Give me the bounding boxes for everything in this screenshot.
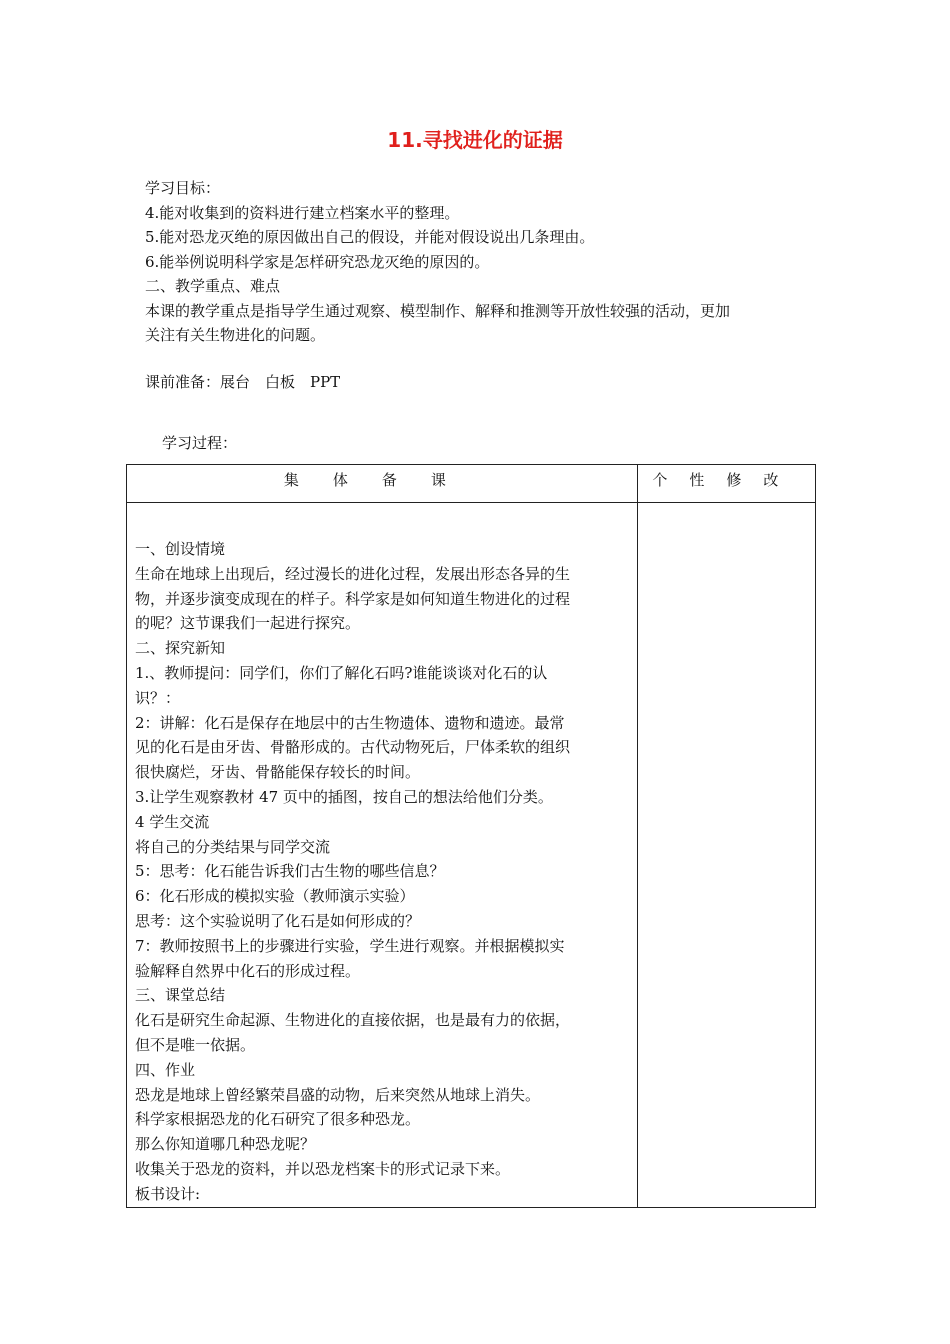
lesson-line: 识？：	[135, 688, 181, 707]
lesson-table	[126, 464, 816, 1208]
lesson-line: 生命在地球上出现后，经过漫长的进化过程，发展出形态各异的生	[135, 564, 571, 583]
lesson-line: 3.让学生观察教材 47 页中的插图，按自己的想法给他们分类。	[135, 787, 553, 806]
lesson-line: 三、课堂总结	[135, 986, 226, 1005]
lesson-line: 板书设计:	[135, 1184, 201, 1203]
lesson-line: 将自己的分类结果与同学交流	[135, 837, 331, 856]
lesson-line: 6：化石形成的模拟实验（教师演示实验）	[135, 887, 415, 906]
lesson-line: 恐龙是地球上曾经繁荣昌盛的动物，后来突然从地球上消失。	[135, 1085, 541, 1104]
lesson-line: 物，并逐步演变成现在的样子。科学家是如何知道生物进化的过程	[135, 589, 571, 608]
personal-edit-content	[637, 503, 815, 1208]
intro-line: 学习目标：	[145, 179, 221, 197]
process-label: 学习过程：	[162, 434, 238, 452]
header-collective-prep: 集体备课	[127, 465, 638, 503]
lesson-line: 科学家根据恐龙的化石研究了很多种恐龙。	[135, 1110, 421, 1129]
lesson-line: 1.、教师提问：同学们，你们了解化石吗?谁能谈谈对化石的认	[135, 663, 548, 682]
lesson-line: 那么你知道哪几种恐龙呢？	[135, 1135, 316, 1154]
table-header-row	[127, 465, 816, 503]
collective-prep-content	[127, 503, 638, 1208]
lesson-line: 一、创设情境	[135, 540, 226, 558]
lesson-line: 收集关于恐龙的资料，并以恐龙档案卡的形式记录下来。	[135, 1159, 511, 1178]
header-personal-edit: 个性修改	[637, 465, 815, 503]
prep-line: 课前准备：展台 白板 PPT	[145, 372, 341, 391]
lesson-line: 见的化石是由牙齿、骨骼形成的。古代动物死后，尸体柔软的组织	[135, 738, 571, 757]
page-title: 11.寻找进化的证据	[387, 128, 563, 152]
lesson-line: 的呢？这节课我们一起进行探究。	[135, 614, 361, 633]
lesson-line: 思考：这个实验说明了化石是如何形成的？	[135, 911, 421, 930]
intro-line: 关注有关生物进化的问题。	[145, 326, 326, 344]
lesson-line: 2：讲解：化石是保存在地层中的古生物遗体、遗物和遗迹。最常	[135, 713, 565, 732]
lesson-line: 二、探究新知	[135, 639, 226, 658]
lesson-line: 但不是唯一依据。	[135, 1035, 256, 1054]
lesson-line: 化石是研究生命起源、生物进化的直接依据，也是最有力的依据，	[135, 1011, 571, 1030]
lesson-line: 很快腐烂，牙齿、骨骼能保存较长的时间。	[135, 763, 421, 782]
lesson-line: 5：思考：化石能告诉我们古生物的哪些信息？	[135, 862, 445, 881]
lesson-line: 7：教师按照书上的步骤进行实验，学生进行观察。并根据模拟实	[135, 936, 565, 955]
intro-line: 二、教学重点、难点	[145, 277, 281, 295]
lesson-line: 验解释自然界中化石的形成过程。	[135, 961, 361, 980]
intro-line: 本课的教学重点是指导学生通过观察、模型制作、解释和推测等开放性较强的活动，更加	[145, 301, 731, 320]
table-body-row	[127, 503, 816, 1208]
lesson-line: 4 学生交流	[135, 812, 210, 831]
intro-line: 5.能对恐龙灭绝的原因做出自己的假设，并能对假设说出几条理由。	[145, 228, 595, 246]
intro-line: 6.能举例说明科学家是怎样研究恐龙灭绝的原因的。	[145, 252, 490, 271]
intro-section	[145, 176, 810, 394]
intro-line: 4.能对收集到的资料进行建立档案水平的整理。	[145, 203, 460, 222]
lesson-line: 四、作业	[135, 1060, 196, 1079]
